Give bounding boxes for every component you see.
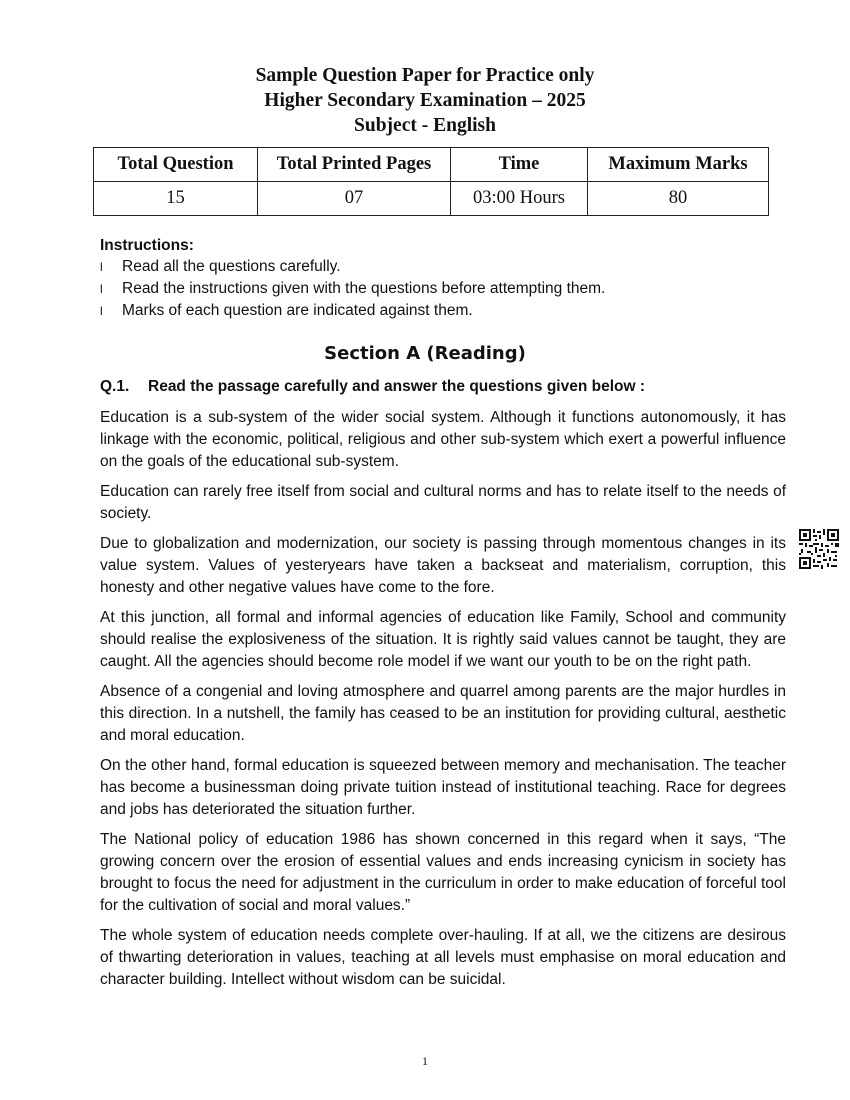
max-marks-value: 80 <box>588 182 769 216</box>
reading-passage <box>100 407 786 999</box>
bullet-icon: l <box>100 260 103 274</box>
total-question-value: 15 <box>94 182 258 216</box>
header-title: Sample Question Paper for Practice only <box>255 65 595 86</box>
max-marks-header: Maximum Marks <box>588 148 769 182</box>
instructions-title: Instructions: <box>100 237 194 254</box>
total-question-header: Total Question <box>94 148 258 182</box>
qr-code-icon[interactable] <box>799 529 839 569</box>
table-row <box>94 182 769 216</box>
passage-paragraph: Education is a sub-system of the wider social system. Although it functions autonomously, it has linkage with the economic, political, religious and other sub-system which exert a powerful influence on the goals of the educational sub-system. <box>100 409 786 470</box>
time-header: Time <box>451 148 588 182</box>
page-number: 1 <box>422 1054 428 1068</box>
instruction-text: Read the instructions given with the questions before attempting them. <box>122 280 606 297</box>
passage-paragraph: Education can rarely free itself from social and cultural norms and has to relate itself to the needs of society. <box>100 483 786 522</box>
passage-paragraph: Absence of a congenial and loving atmosphere and quarrel among parents are the major hurdles in this direction. In a nutshell, the family has ceased to be an institution for providing cultural, aesthetic and moral education. <box>100 683 786 744</box>
time-value: 03:00 Hours <box>451 182 588 216</box>
instruction-text: Read all the questions carefully. <box>122 258 341 275</box>
bullet-icon: l <box>100 282 103 296</box>
question-heading <box>100 378 645 396</box>
header-subject: Subject - English <box>354 115 496 136</box>
total-pages-header: Total Printed Pages <box>258 148 451 182</box>
instruction-text: Marks of each question are indicated against them. <box>122 302 473 319</box>
table-header-row <box>94 148 769 182</box>
header-exam: Higher Secondary Examination – 2025 <box>264 90 586 111</box>
exam-info-table <box>93 147 769 216</box>
passage-paragraph: Due to globalization and modernization, our society is passing through momentous changes in its value system. Values of yesteryears have taken a backseat and materialism, corruption, this honesty and other negative values have come to the fore. <box>100 535 786 596</box>
instructions <box>100 236 605 322</box>
passage-paragraph: At this junction, all formal and informal agencies of education like Family, School and community should realise the explosiveness of the situation. It is rightly said values cannot be taught, they are caught. All the agencies should become role model if we want our youth to be on the right path. <box>100 609 786 670</box>
bullet-icon: l <box>100 304 103 318</box>
question-number: Q.1. <box>100 378 130 395</box>
section-title: Section A (Reading) <box>324 343 526 364</box>
question-text: Read the passage carefully and answer the questions given below : <box>148 378 645 395</box>
instruction-item <box>100 278 605 300</box>
passage-paragraph: On the other hand, formal education is squeezed between memory and mechanisation. The teacher has become a businessman doing private tuition instead of institutional teaching. Race for degrees and jobs has deteriorated the situation further. <box>100 757 786 818</box>
passage-paragraph: The National policy of education 1986 has shown concerned in this regard when it says, “The growing concern over the erosion of essential values and ends increasing cynicism in society has brought to focus the need for adjustment in the curriculum in order to make education of forceful tool for the cultivation of social and moral values.” <box>100 831 786 914</box>
total-pages-value: 07 <box>258 182 451 216</box>
passage-paragraph: The whole system of education needs complete over-hauling. If at all, we the citizens are desirous of thwarting deterioration in values, teaching at all levels must emphasise on moral education and character building. Intellect without wisdom can be suicidal. <box>100 927 786 988</box>
paper-header <box>0 63 850 138</box>
instruction-item <box>100 300 605 322</box>
instruction-item <box>100 256 605 278</box>
